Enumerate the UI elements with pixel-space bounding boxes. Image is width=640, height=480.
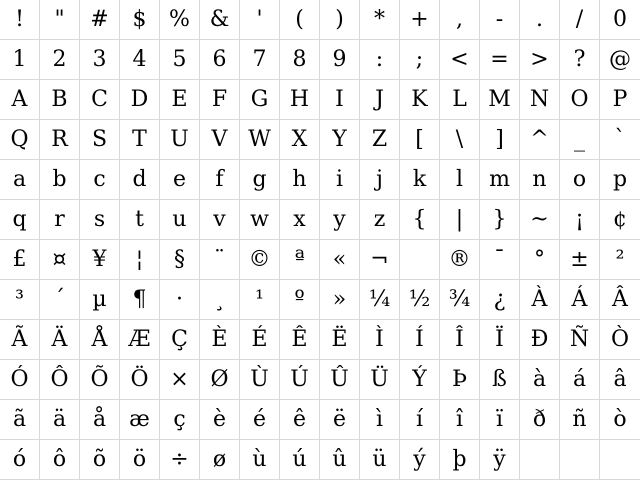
glyph-cell[interactable]: ¡	[560, 200, 600, 240]
glyph-cell[interactable]: á	[560, 360, 600, 400]
glyph-cell[interactable]: a	[0, 160, 40, 200]
glyph-cell[interactable]: æ	[120, 400, 160, 440]
glyph-cell[interactable]: Ï	[480, 320, 520, 360]
glyph-cell[interactable]: Ä	[40, 320, 80, 360]
glyph-cell[interactable]: 6	[200, 40, 240, 80]
glyph-cell[interactable]: ã	[0, 400, 40, 440]
glyph-cell[interactable]: ;	[400, 40, 440, 80]
glyph-cell[interactable]: Ø	[200, 360, 240, 400]
glyph-cell[interactable]: ù	[240, 440, 280, 480]
glyph-cell[interactable]: â	[600, 360, 640, 400]
glyph-cell[interactable]: ô	[40, 440, 80, 480]
glyph-cell[interactable]: o	[560, 160, 600, 200]
glyph-cell[interactable]: Z	[360, 120, 400, 160]
glyph-cell[interactable]: Û	[320, 360, 360, 400]
glyph-cell[interactable]: 8	[280, 40, 320, 80]
glyph-cell[interactable]: Â	[600, 280, 640, 320]
glyph-cell[interactable]: :	[360, 40, 400, 80]
glyph-cell[interactable]: ?	[560, 40, 600, 80]
glyph-cell[interactable]: Æ	[120, 320, 160, 360]
glyph-cell[interactable]: Ý	[400, 360, 440, 400]
glyph-cell[interactable]: ú	[280, 440, 320, 480]
glyph-cell[interactable]: þ	[440, 440, 480, 480]
glyph-cell[interactable]: S	[80, 120, 120, 160]
glyph-cell[interactable]: ¼	[360, 280, 400, 320]
glyph-cell[interactable]: m	[480, 160, 520, 200]
glyph-cell[interactable]: H	[280, 80, 320, 120]
glyph-cell[interactable]: È	[200, 320, 240, 360]
glyph-cell[interactable]: R	[40, 120, 80, 160]
glyph-cell[interactable]: ©	[240, 240, 280, 280]
glyph-cell[interactable]: &	[200, 0, 240, 40]
glyph-cell-empty	[520, 440, 560, 480]
glyph-cell[interactable]: 2	[40, 40, 80, 80]
glyph-cell[interactable]: Ð	[520, 320, 560, 360]
glyph-cell[interactable]: {	[400, 200, 440, 240]
glyph-cell[interactable]: W	[240, 120, 280, 160]
glyph-cell[interactable]: ¢	[600, 200, 640, 240]
glyph-cell[interactable]: Å	[80, 320, 120, 360]
glyph-cell[interactable]: X	[280, 120, 320, 160]
glyph-cell[interactable]: ·	[160, 280, 200, 320]
glyph-cell[interactable]: Ò	[600, 320, 640, 360]
glyph-cell[interactable]: V	[200, 120, 240, 160]
glyph-cell[interactable]: v	[200, 200, 240, 240]
glyph-cell[interactable]: I	[320, 80, 360, 120]
glyph-cell[interactable]: N	[520, 80, 560, 120]
glyph-cell[interactable]: -	[480, 0, 520, 40]
glyph-cell[interactable]: ì	[360, 400, 400, 440]
glyph-cell[interactable]: ñ	[560, 400, 600, 440]
glyph-cell[interactable]: ð	[520, 400, 560, 440]
glyph-cell[interactable]: _	[560, 120, 600, 160]
glyph-cell[interactable]: Á	[560, 280, 600, 320]
glyph-cell[interactable]: w	[240, 200, 280, 240]
glyph-cell[interactable]: «	[320, 240, 360, 280]
glyph-cell[interactable]: J	[360, 80, 400, 120]
glyph-cell[interactable]: 0	[600, 0, 640, 40]
glyph-cell[interactable]: c	[80, 160, 120, 200]
glyph-cell[interactable]: t	[120, 200, 160, 240]
glyph-cell[interactable]: ´	[40, 280, 80, 320]
glyph-cell[interactable]: Ç	[160, 320, 200, 360]
glyph-cell[interactable]: 5	[160, 40, 200, 80]
glyph-cell[interactable]: )	[320, 0, 360, 40]
glyph-cell[interactable]: ¥	[80, 240, 120, 280]
glyph-cell[interactable]: ×	[160, 360, 200, 400]
glyph-cell[interactable]: y	[320, 200, 360, 240]
glyph-cell[interactable]: Ã	[0, 320, 40, 360]
glyph-cell[interactable]: ÿ	[480, 440, 520, 480]
glyph-cell[interactable]: ²	[600, 240, 640, 280]
glyph-cell[interactable]: l	[440, 160, 480, 200]
glyph-cell[interactable]: x	[280, 200, 320, 240]
glyph-cell[interactable]: Q	[0, 120, 40, 160]
glyph-cell[interactable]: %	[160, 0, 200, 40]
glyph-cell[interactable]: B	[40, 80, 80, 120]
glyph-cell[interactable]: ß	[480, 360, 520, 400]
glyph-cell[interactable]: Ê	[280, 320, 320, 360]
glyph-cell[interactable]: $	[120, 0, 160, 40]
glyph-cell[interactable]: '	[240, 0, 280, 40]
glyph-cell[interactable]: [	[400, 120, 440, 160]
glyph-cell[interactable]: i	[320, 160, 360, 200]
glyph-cell[interactable]: |	[440, 200, 480, 240]
glyph-cell[interactable]: Ö	[120, 360, 160, 400]
glyph-cell-empty	[560, 440, 600, 480]
glyph-cell[interactable]: 9	[320, 40, 360, 80]
glyph-cell[interactable]: Þ	[440, 360, 480, 400]
glyph-cell[interactable]: e	[160, 160, 200, 200]
glyph-cell[interactable]: j	[360, 160, 400, 200]
glyph-cell[interactable]: §	[160, 240, 200, 280]
glyph-cell[interactable]: "	[40, 0, 80, 40]
glyph-cell[interactable]: L	[440, 80, 480, 120]
glyph-cell[interactable]: \	[440, 120, 480, 160]
glyph-cell[interactable]: ø	[200, 440, 240, 480]
glyph-cell[interactable]: °	[520, 240, 560, 280]
glyph-cell[interactable]: f	[200, 160, 240, 200]
glyph-cell[interactable]: g	[240, 160, 280, 200]
glyph-cell[interactable]: *	[360, 0, 400, 40]
glyph-cell[interactable]: b	[40, 160, 80, 200]
glyph-cell[interactable]: Í	[400, 320, 440, 360]
glyph-cell[interactable]: ü	[360, 440, 400, 480]
glyph-cell[interactable]: ¿	[480, 280, 520, 320]
glyph-cell[interactable]: À	[520, 280, 560, 320]
glyph-cell[interactable]: K	[400, 80, 440, 120]
glyph-cell[interactable]: ¤	[40, 240, 80, 280]
glyph-cell[interactable]: ý	[400, 440, 440, 480]
glyph-cell[interactable]: #	[80, 0, 120, 40]
glyph-cell[interactable]: u	[160, 200, 200, 240]
glyph-cell[interactable]: h	[280, 160, 320, 200]
glyph-cell[interactable]: d	[120, 160, 160, 200]
glyph-cell[interactable]: Ó	[0, 360, 40, 400]
glyph-cell[interactable]: Ú	[280, 360, 320, 400]
glyph-cell[interactable]: ¸	[200, 280, 240, 320]
glyph-cell[interactable]: G	[240, 80, 280, 120]
glyph-cell[interactable]: É	[240, 320, 280, 360]
glyph-cell[interactable]: +	[400, 0, 440, 40]
glyph-cell[interactable]: q	[0, 200, 40, 240]
glyph-cell[interactable]: µ	[80, 280, 120, 320]
glyph-cell[interactable]: ä	[40, 400, 80, 440]
glyph-cell[interactable]: º	[280, 280, 320, 320]
glyph-cell[interactable]: >	[520, 40, 560, 80]
glyph-cell[interactable]: ª	[280, 240, 320, 280]
glyph-cell[interactable]: k	[400, 160, 440, 200]
glyph-cell-empty	[600, 440, 640, 480]
glyph-cell[interactable]: å	[80, 400, 120, 440]
glyph-cell[interactable]: ÷	[160, 440, 200, 480]
glyph-cell[interactable]: ç	[160, 400, 200, 440]
glyph-cell[interactable]: ½	[400, 280, 440, 320]
glyph-cell[interactable]: ±	[560, 240, 600, 280]
glyph-cell[interactable]: ³	[0, 280, 40, 320]
glyph-cell[interactable]: s	[80, 200, 120, 240]
glyph-cell[interactable]: `	[600, 120, 640, 160]
glyph-cell[interactable]: !	[0, 0, 40, 40]
glyph-cell[interactable]: ¬	[360, 240, 400, 280]
glyph-cell[interactable]: /	[560, 0, 600, 40]
glyph-cell[interactable]: ó	[0, 440, 40, 480]
glyph-cell[interactable]: Ì	[360, 320, 400, 360]
glyph-cell[interactable]: Õ	[80, 360, 120, 400]
glyph-cell[interactable]: í	[400, 400, 440, 440]
glyph-cell[interactable]: U	[160, 120, 200, 160]
glyph-cell[interactable]: 3	[80, 40, 120, 80]
glyph-cell[interactable]: D	[120, 80, 160, 120]
glyph-cell[interactable]: ê	[280, 400, 320, 440]
glyph-cell[interactable]: 4	[120, 40, 160, 80]
glyph-cell[interactable]: Î	[440, 320, 480, 360]
glyph-cell[interactable]: ¨	[200, 240, 240, 280]
glyph-cell[interactable]: ^	[520, 120, 560, 160]
glyph-cell[interactable]: û	[320, 440, 360, 480]
glyph-cell[interactable]: Ü	[360, 360, 400, 400]
glyph-cell[interactable]: A	[0, 80, 40, 120]
glyph-cell[interactable]: ö	[120, 440, 160, 480]
glyph-cell[interactable]: è	[200, 400, 240, 440]
glyph-cell[interactable]: à	[520, 360, 560, 400]
glyph-cell[interactable]: é	[240, 400, 280, 440]
glyph-cell[interactable]: Ô	[40, 360, 80, 400]
glyph-cell[interactable]: Ù	[240, 360, 280, 400]
glyph-cell[interactable]: ò	[600, 400, 640, 440]
glyph-cell[interactable]: ]	[480, 120, 520, 160]
glyph-cell[interactable]: £	[0, 240, 40, 280]
glyph-cell[interactable]: n	[520, 160, 560, 200]
glyph-cell[interactable]: ¹	[240, 280, 280, 320]
glyph-cell[interactable]: z	[360, 200, 400, 240]
glyph-cell[interactable]: »	[320, 280, 360, 320]
glyph-cell[interactable]	[400, 240, 440, 280]
glyph-cell[interactable]: ë	[320, 400, 360, 440]
glyph-cell[interactable]: ,	[440, 0, 480, 40]
glyph-cell[interactable]: ¾	[440, 280, 480, 320]
glyph-cell[interactable]: 1	[0, 40, 40, 80]
glyph-cell[interactable]: Ë	[320, 320, 360, 360]
glyph-cell[interactable]: ~	[520, 200, 560, 240]
glyph-cell[interactable]: ¦	[120, 240, 160, 280]
glyph-cell[interactable]: M	[480, 80, 520, 120]
glyph-cell[interactable]: O	[560, 80, 600, 120]
glyph-cell[interactable]: E	[160, 80, 200, 120]
glyph-cell[interactable]: }	[480, 200, 520, 240]
glyph-cell[interactable]: ï	[480, 400, 520, 440]
glyph-cell[interactable]: Y	[320, 120, 360, 160]
glyph-cell[interactable]: T	[120, 120, 160, 160]
glyph-cell[interactable]: r	[40, 200, 80, 240]
glyph-cell[interactable]: ®	[440, 240, 480, 280]
glyph-cell[interactable]: P	[600, 80, 640, 120]
glyph-cell[interactable]: <	[440, 40, 480, 80]
glyph-cell[interactable]: .	[520, 0, 560, 40]
glyph-cell[interactable]: Ñ	[560, 320, 600, 360]
glyph-cell[interactable]: ¯	[480, 240, 520, 280]
glyph-cell[interactable]: C	[80, 80, 120, 120]
glyph-cell[interactable]: 7	[240, 40, 280, 80]
glyph-cell[interactable]: ¶	[120, 280, 160, 320]
glyph-cell[interactable]: =	[480, 40, 520, 80]
glyph-cell[interactable]: @	[600, 40, 640, 80]
glyph-cell[interactable]: õ	[80, 440, 120, 480]
glyph-cell[interactable]: F	[200, 80, 240, 120]
glyph-cell[interactable]: î	[440, 400, 480, 440]
glyph-cell[interactable]: (	[280, 0, 320, 40]
glyph-cell[interactable]: p	[600, 160, 640, 200]
